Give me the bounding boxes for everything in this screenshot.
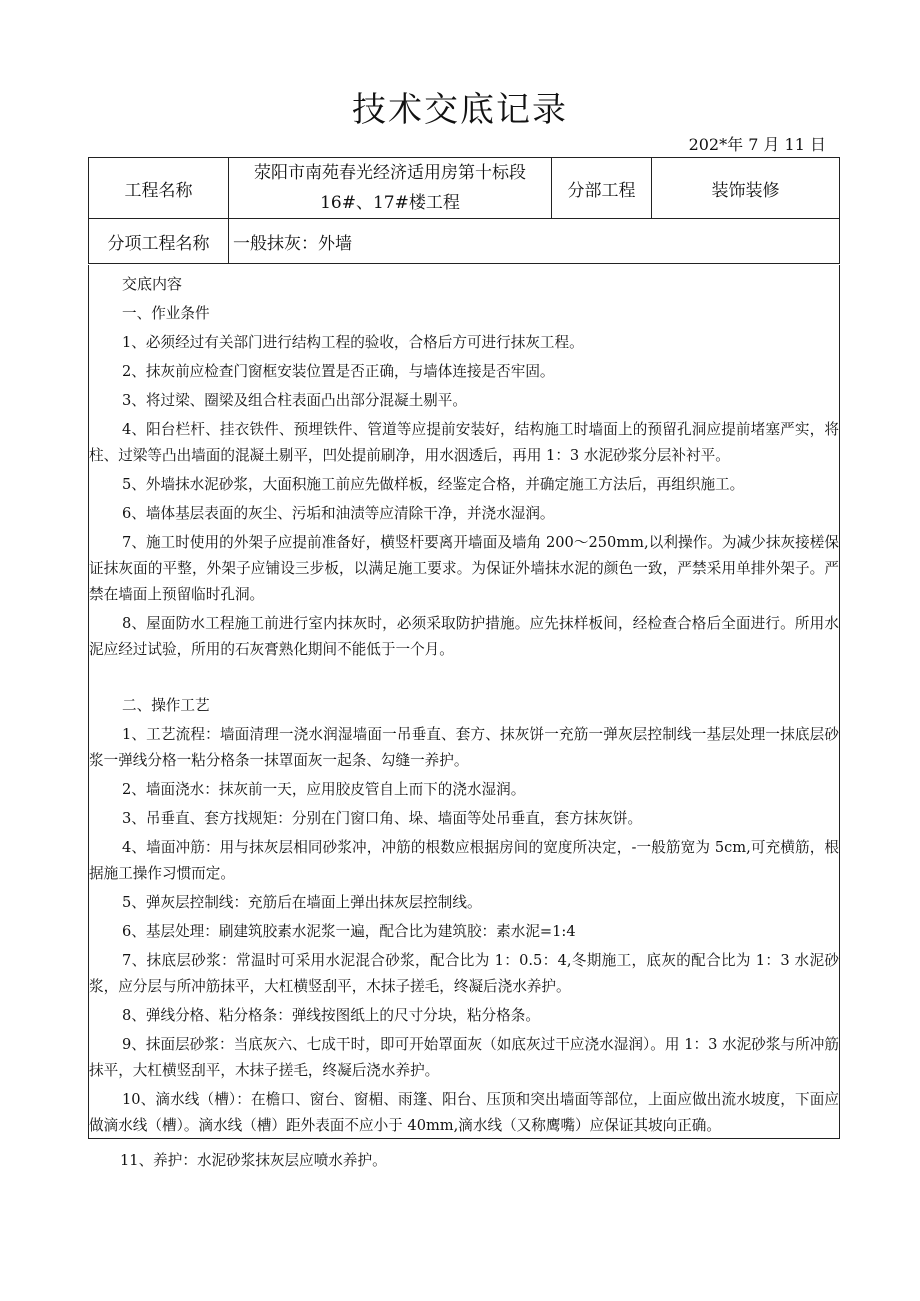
project-name-value — [229, 158, 552, 219]
section1-title: 一、作业条件 — [122, 305, 210, 322]
project-name-label: 工程名称 — [89, 158, 229, 219]
section-spacer — [89, 663, 839, 691]
section2-item: 5、弹灰层控制线：充筋后在墙面上弹出抹灰层控制线。 — [122, 894, 482, 911]
section1-item: 8、屋面防水工程施工前进行室内抹灰时，必须采取防护措施。应先抹样板间，经检查合格后全面进行。所用水泥应经过试验，所用的石灰膏熟化期间不能低于一个月。 — [89, 615, 839, 658]
section2-item-outside: 11、养护：水泥砂浆抹灰层应喷水养护。 — [120, 1152, 387, 1169]
section2-item: 1、工艺流程：墙面清理一浇水润湿墙面一吊垂直、套方、抹灰饼一充筋一弹灰层控制线一基层处理一抹底层砂浆一弹线分格一粘分格条一抹罩面灰一起条、勾缝一养护。 — [89, 726, 839, 769]
section2-item: 4、墙面冲筋：用与抹灰层相同砂浆冲，冲筋的根数应根据房间的宽度所决定，-一般筋宽为 5cm,可充横筋，根据施工操作习惯而定。 — [89, 839, 839, 882]
project-name-line2: 16#、17#楼工程 — [320, 193, 460, 213]
section2-item: 8、弹线分格、粘分格条：弹线按图纸上的尺寸分块，粘分格条。 — [122, 1007, 540, 1024]
section1-item: 3、将过梁、圈梁及组合柱表面凸出部分混凝土剔平。 — [122, 392, 467, 409]
project-name-line1: 荥阳市南苑春光经济适用房第十标段 — [254, 163, 526, 183]
section2-title: 二、操作工艺 — [122, 697, 210, 714]
subitem-label: 分项工程名称 — [89, 219, 229, 264]
section1-item: 6、墙体基层表面的灰尘、污垢和油渍等应清除干净，并浇水湿润。 — [122, 505, 555, 522]
header-row-project — [89, 158, 840, 219]
header-row-subitem — [89, 219, 840, 264]
section2-item: 2、墙面浇水：抹灰前一天，应用胶皮管自上而下的浇水湿润。 — [122, 781, 526, 798]
document-title: 技术交底记录 — [352, 90, 568, 130]
division-value: 装饰装修 — [652, 158, 840, 219]
section1-item: 2、抹灰前应检查门窗框安装位置是否正确，与墙体连接是否牢固。 — [122, 363, 555, 380]
document-date: 202*年 7 月 11 日 — [688, 135, 826, 154]
section1-item: 5、外墙抹水泥砂浆，大面积施工前应先做样板，经鉴定合格，并确定施工方法后，再组织施工。 — [122, 476, 745, 493]
section2-item: 10、滴水线（槽）：在檐口、窗台、窗楣、雨篷、阳台、压顶和突出墙面等部位，上面应做出流水坡度，下面应做滴水线（槽）。滴水线（槽）距外表面不应小于 40mm,滴水线（又称鹰嘴）应保证其坡向正确。 — [89, 1091, 839, 1134]
subitem-value: 一般抹灰：外墙 — [229, 219, 840, 264]
header-table — [88, 157, 840, 264]
section2-item: 7、抹底层砂浆：常温时可采用水泥混合砂浆，配合比为 1：0.5：4,冬期施工，底灰的配合比为 1：3 水泥砂浆，应分层与所冲筋抹平，大杠横竖刮平，木抹子搓毛，终凝后浇水养护。 — [89, 952, 839, 995]
section1-item: 1、必须经过有关部门进行结构工程的验收，合格后方可进行抹灰工程。 — [122, 334, 584, 351]
section1-item: 7、施工时使用的外架子应提前准备好，横竖杆要离开墙面及墙角 200～250mm,以利操作。为减少抹灰接槎保证抹灰面的平整，外架子应铺设三步板，以满足施工要求。为保证外墙抹水泥的颜色一致，严禁采用单排外架子。严禁在墙面上预留临时孔洞。 — [89, 534, 839, 603]
content-inner — [89, 269, 839, 1139]
section1-item: 4、阳台栏杆、挂衣铁件、预埋铁件、管道等应提前安装好，结构施工时墙面上的预留孔洞应提前堵塞严实，将柱、过梁等凸出墙面的混凝土剔平，凹处提前刷净，用水洇透后，再用 1：3 水泥砂浆分层补衬平。 — [89, 421, 839, 464]
section2-item: 3、吊垂直、套方找规矩：分别在门窗口角、垛、墙面等处吊垂直，套方抹灰饼。 — [122, 810, 643, 827]
content-box — [88, 265, 840, 1139]
section2-item: 6、基层处理：刷建筑胶素水泥浆一遍，配合比为建筑胶：素水泥=1:4 — [122, 923, 576, 940]
section2-item: 9、抹面层砂浆：当底灰六、七成干时，即可开始罩面灰（如底灰过干应浇水湿润）。用 1：3 水泥砂浆与所冲筋抹平，大杠横竖刮平，木抹子搓毛，终凝后浇水养护。 — [89, 1036, 839, 1079]
division-label: 分部工程 — [552, 158, 652, 219]
content-heading: 交底内容 — [122, 275, 183, 293]
